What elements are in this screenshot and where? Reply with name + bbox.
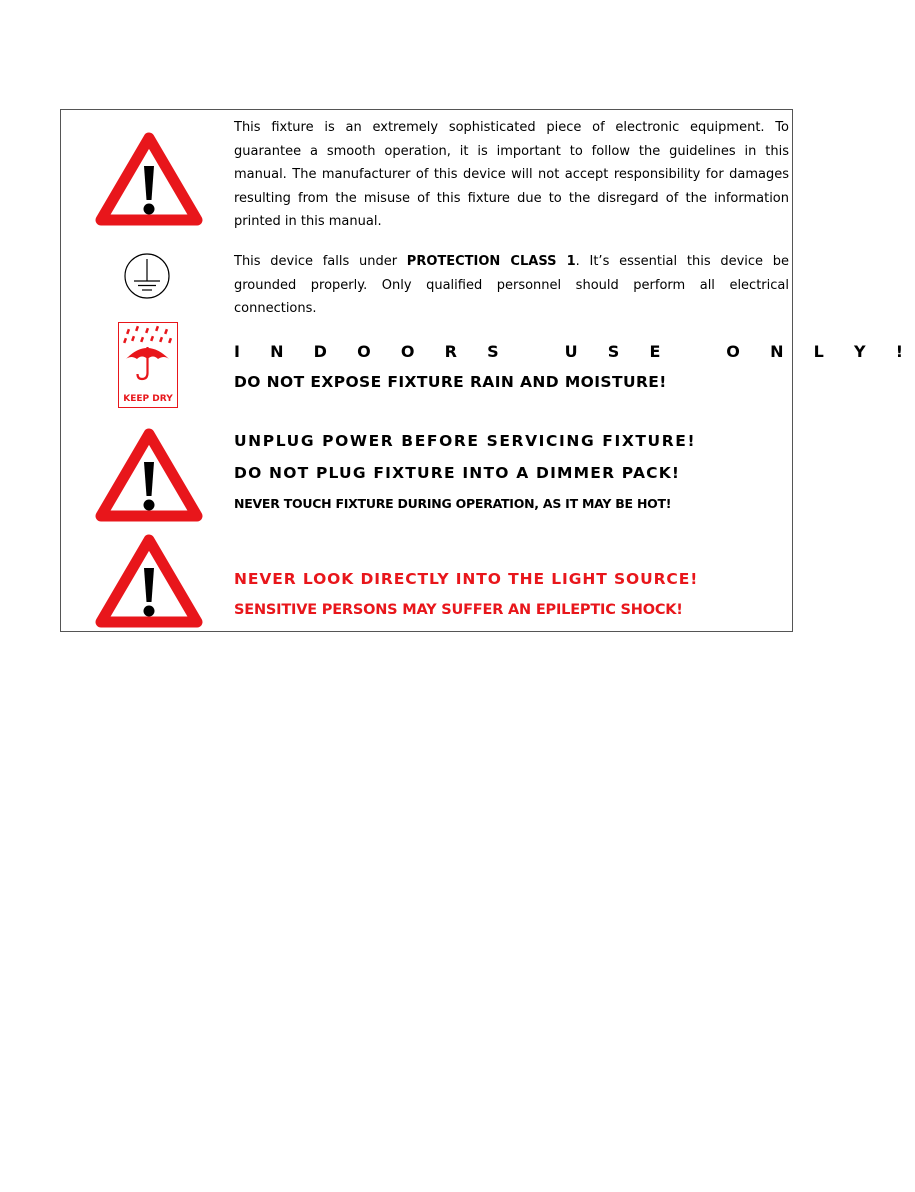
no-dimmer-heading: DO NOT PLUG FIXTURE INTO A DIMMER PACK!: [234, 464, 681, 482]
general-warning-section: [234, 116, 789, 234]
protection-text-after: . It’s essential this device be grounded properly. Only qualified personnel should perform all electrical connections.: [234, 254, 789, 317]
warning-triangle-icon: [95, 132, 203, 228]
unplug-power-heading: UNPLUG POWER BEFORE SERVICING FIXTURE!: [234, 432, 697, 450]
keep-dry-umbrella-icon: [118, 322, 178, 408]
power-section: [234, 428, 789, 514]
hot-fixture-heading: NEVER TOUCH FIXTURE DURING OPERATION, AS IT MAY BE HOT!: [234, 496, 672, 511]
safety-warnings-box: [60, 109, 915, 632]
protection-class-label: PROTECTION CLASS 1: [406, 254, 576, 269]
protection-text-before: This device falls under: [234, 254, 407, 269]
warning-triangle-icon: [95, 428, 203, 524]
epileptic-shock-heading: SENSITIVE PERSONS MAY SUFFER AN EPILEPTIC SHOCK!: [234, 602, 683, 618]
indoors-section: [234, 340, 915, 391]
warning-triangle-icon: [95, 534, 203, 630]
protection-class-text: [234, 250, 789, 321]
light-source-heading: NEVER LOOK DIRECTLY INTO THE LIGHT SOURCE!: [234, 570, 699, 588]
keep-dry-label: KEEP DRY: [123, 394, 173, 404]
protection-class-section: [234, 250, 789, 321]
general-warning-text: This fixture is an extremely sophisticated piece of electronic equipment. To guarantee a smooth operation, it is important to follow the guidelines in this manual. The manufacturer of this device will not accept responsibility for damages resulting from the misuse of this fixture due to the disregard of the information printed in this manual.: [234, 120, 789, 230]
light-source-section: [234, 566, 789, 622]
no-moisture-heading: DO NOT EXPOSE FIXTURE RAIN AND MOISTURE!: [234, 373, 667, 391]
indoors-use-only-heading: I N D O O R S U S E O N L Y !: [234, 342, 915, 361]
protective-earth-ground-icon: [123, 252, 171, 300]
